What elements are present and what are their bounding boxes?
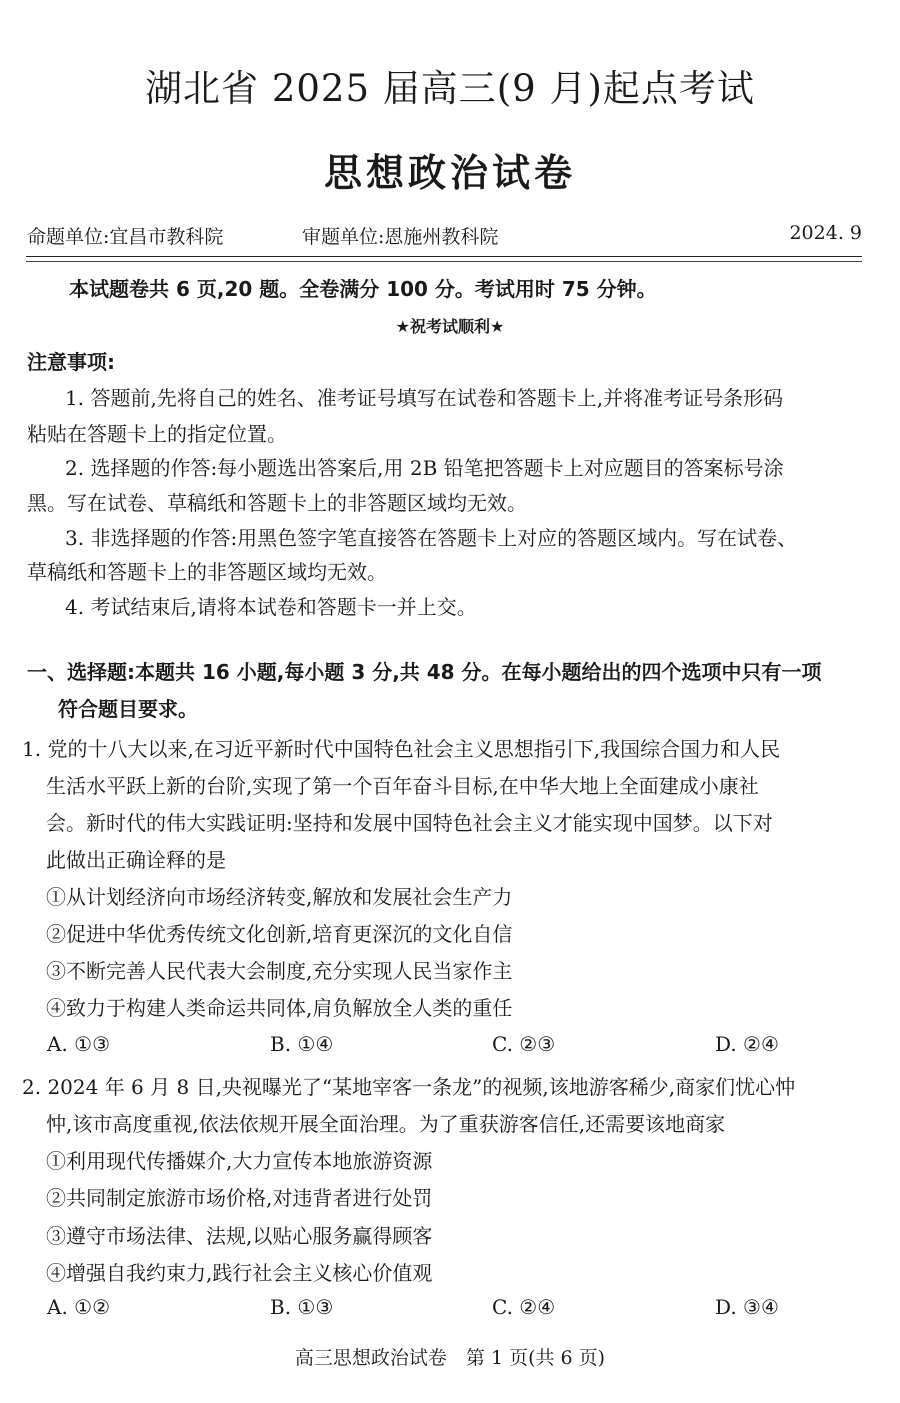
question-1-item: ②促进中华优秀传统文化创新,培育更深沉的文化自信: [46, 922, 513, 946]
question-1-option-a[interactable]: A. ①③: [47, 1032, 111, 1056]
notice-line: 1. 答题前,先将自己的姓名、准考证号填写在试卷和答题卡上,并将准考证号条形码: [65, 386, 784, 410]
question-2-stem: 2. 2024 年 6 月 8 日,央视曝光了“某地宰客一条龙”的视频,该地游客稀少,商家们忧心忡: [22, 1075, 796, 1099]
divider-top: [26, 256, 862, 257]
notice-title: 注意事项:: [27, 350, 115, 374]
notice-line: 3. 非选择题的作答:用黑色签字笔直接答在答题卡上对应的答题区域内。写在试卷、: [65, 526, 798, 550]
question-2-item: ①利用现代传播媒介,大力宣传本地旅游资源: [46, 1149, 433, 1173]
notice-line: 4. 考试结束后,请将本试卷和答题卡一并上交。: [65, 595, 477, 619]
question-1-option-b[interactable]: B. ①④: [270, 1032, 334, 1056]
notice-line: 黑。写在试卷、草稿纸和答题卡上的非答题区域均无效。: [27, 491, 527, 515]
question-1-stem: 此做出正确诠释的是: [46, 848, 226, 872]
question-1-stem: 会。新时代的伟大实践证明:坚持和发展中国特色社会主义才能实现中国梦。以下对: [46, 811, 773, 835]
section-heading-cont: 符合题目要求。: [58, 697, 198, 721]
question-2-option-a[interactable]: A. ①②: [47, 1295, 111, 1319]
notice-line: 粘贴在答题卡上的指定位置。: [27, 422, 287, 446]
question-1-stem: 生活水平跃上新的台阶,实现了第一个百年奋斗目标,在中华大地上全面建成小康社: [46, 774, 759, 798]
question-1-item: ④致力于构建人类命运共同体,肩负解放全人类的重任: [46, 996, 513, 1020]
question-1-stem: 1. 党的十八大以来,在习近平新时代中国特色社会主义思想指引下,我国综合国力和人民: [22, 737, 781, 761]
meta-row: [27, 222, 862, 250]
question-1-option-c[interactable]: C. ②③: [492, 1032, 556, 1056]
question-2-item: ④增强自我约束力,践行社会主义核心价值观: [46, 1261, 433, 1285]
setter-unit: 命题单位:宜昌市教科院: [27, 226, 224, 248]
question-2-option-b[interactable]: B. ①③: [270, 1295, 334, 1319]
good-luck-text: ★祝考试顺利★: [395, 317, 505, 336]
question-1-item: ①从计划经济向市场经济转变,解放和发展社会生产力: [46, 885, 513, 909]
intro-text: 本试题卷共 6 页,20 题。全卷满分 100 分。考试用时 75 分钟。: [69, 277, 657, 301]
question-2-option-d[interactable]: D. ③④: [715, 1295, 779, 1319]
divider-bottom: [26, 261, 862, 262]
question-2-option-c[interactable]: C. ②④: [492, 1295, 556, 1319]
reviewer-unit: 审题单位:恩施州教科院: [302, 226, 499, 248]
notice-line: 草稿纸和答题卡上的非答题区域均无效。: [27, 560, 387, 584]
question-2-item: ②共同制定旅游市场价格,对违背者进行处罚: [46, 1186, 433, 1210]
section-heading: 一、选择题:本题共 16 小题,每小题 3 分,共 48 分。在每小题给出的四个选项中只有一项: [27, 660, 822, 684]
question-1-item: ③不断完善人民代表大会制度,充分实现人民当家作主: [46, 959, 513, 983]
exam-date: 2024. 9: [789, 222, 862, 244]
subject-title: 思想政治试卷: [323, 151, 576, 195]
page-footer: 高三思想政治试卷 第 1 页(共 6 页): [294, 1347, 606, 1369]
exam-title: 湖北省 2025 届高三(9 月)起点考试: [145, 67, 755, 110]
notice-line: 2. 选择题的作答:每小题选出答案后,用 2B 铅笔把答题卡上对应题目的答案标号涂: [65, 456, 784, 480]
question-1-option-d[interactable]: D. ②④: [715, 1032, 779, 1056]
question-2-stem: 忡,该市高度重视,依法依规开展全面治理。为了重获游客信任,还需要该地商家: [46, 1112, 726, 1136]
question-2-item: ③遵守市场法律、法规,以贴心服务赢得顾客: [46, 1224, 433, 1248]
